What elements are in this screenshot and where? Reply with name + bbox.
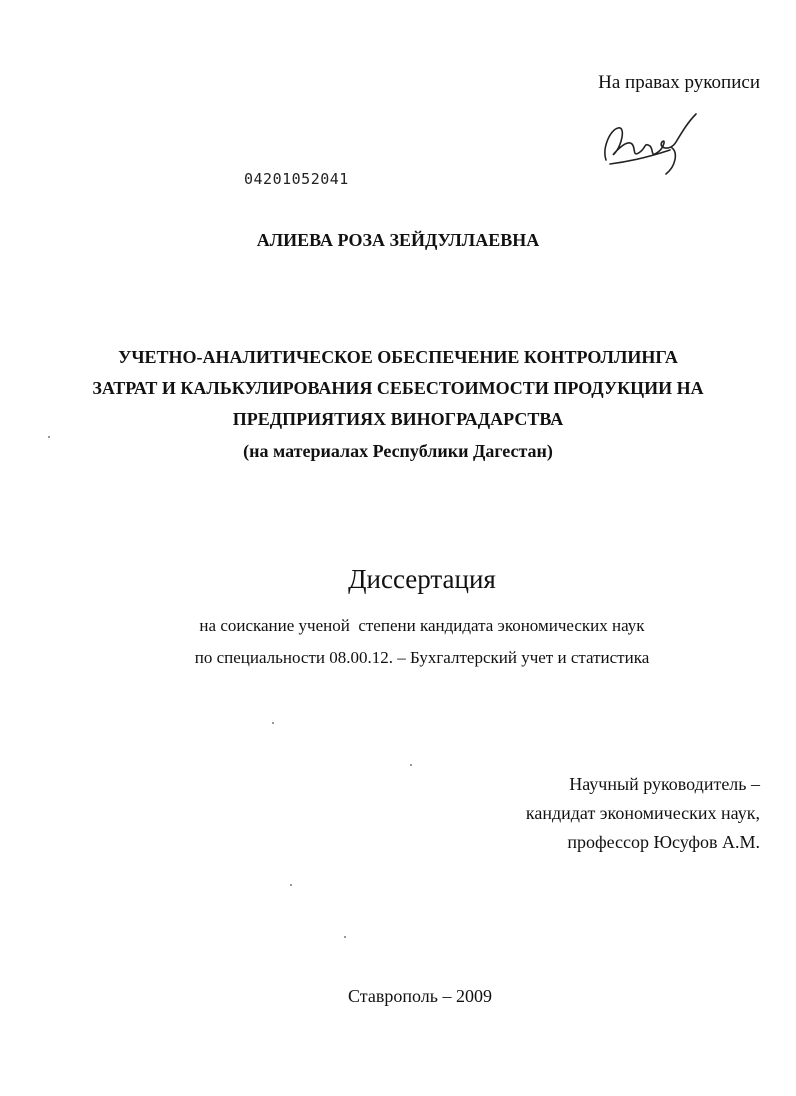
- author-name: АЛИЕВА РОЗА ЗЕЙДУЛЛАЕВНА: [256, 230, 540, 250]
- title-line-3: ПРЕДПРИЯТИЯХ ВИНОГРАДАРСТВА: [232, 409, 564, 429]
- supervisor-block: [526, 770, 760, 857]
- title-line-1: УЧЕТНО-АНАЛИТИЧЕСКОЕ ОБЕСПЕЧЕНИЕ КОНТРОЛЛИНГА: [118, 347, 678, 367]
- scan-speck: [410, 764, 412, 766]
- dissertation-title: [0, 342, 796, 435]
- catalog-number: 04201052041: [244, 170, 349, 188]
- degree-line-1: на соискание ученой степени кандидата экономических наук: [199, 616, 645, 635]
- scan-speck: [48, 436, 50, 438]
- supervisor-line-2: кандидат экономических наук,: [525, 803, 760, 823]
- rights-note: На правах рукописи: [598, 72, 760, 93]
- degree-line-2: по специальности 08.00.12. – Бухгалтерский учет и статистика: [194, 648, 650, 667]
- title-subtitle: (на материалах Республики Дагестан): [243, 441, 553, 461]
- scan-speck: [344, 936, 346, 938]
- supervisor-line-3: профессор Юсуфов А.М.: [567, 832, 760, 852]
- city-year: Ставрополь – 2009: [348, 986, 492, 1006]
- title-line-2: ЗАТРАТ И КАЛЬКУЛИРОВАНИЯ СЕБЕСТОИМОСТИ ПРОДУКЦИИ НА: [92, 378, 704, 398]
- supervisor-line-1: Научный руководитель –: [569, 774, 760, 794]
- handwritten-signature: [596, 108, 706, 178]
- scan-speck: [272, 722, 274, 724]
- scan-speck: [290, 884, 292, 886]
- degree-statement: [0, 610, 796, 674]
- document-type: Диссертация: [348, 564, 496, 594]
